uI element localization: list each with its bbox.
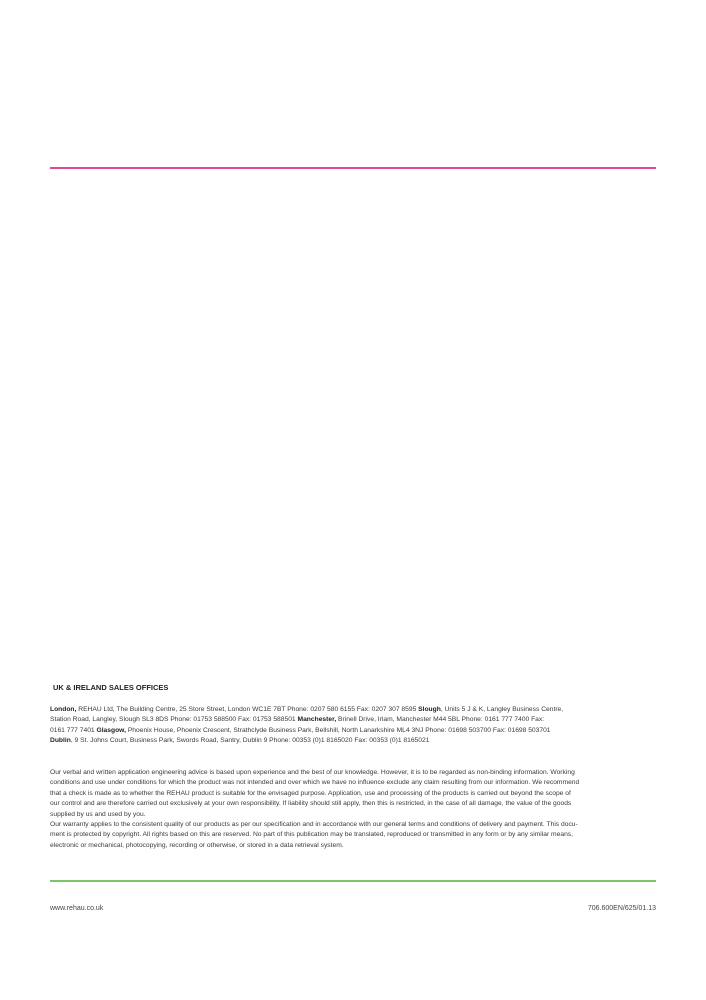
office-name-dublin: Dublin <box>50 737 71 745</box>
top-divider-line <box>50 167 656 169</box>
office-text: Station Road, Langley, Slough SL3 8DS Phone: 01753 588500 Fax: 01753 588501 <box>50 716 298 724</box>
disclaimer-line: that a check is made as to whether the REHAU product is suitable for the envisaged purpose. Application, use and processing of the products is carried out beyond the scope of <box>50 789 571 797</box>
office-line-2 <box>50 715 660 725</box>
office-text: Brinell Drive, Irlam, Manchester M44 5BL Phone: 0161 777 7400 Fax: <box>336 716 545 724</box>
disclaimer-line: supplied by us and used by you. <box>50 810 146 818</box>
website-link[interactable]: www.rehau.co.uk <box>50 905 104 912</box>
office-name-glasgow: Glasgow, <box>96 726 126 734</box>
bottom-divider-line <box>50 880 656 882</box>
office-line-3 <box>50 726 660 736</box>
office-text: , 9 St. Johns Court, Business Park, Swords Road, Santry, Dublin 9 Phone: 00353 (0)1 8165020 Fax: 00353 (0)1 8165021 <box>70 737 430 745</box>
document-code: 706.600EN/625/01.13 <box>587 905 656 912</box>
disclaimer-line: electronic or mechanical, photocopying, recording or otherwise, or stored in a data retrieval system. <box>50 841 344 849</box>
office-line-1 <box>50 705 660 715</box>
disclaimer-line: ment is protected by copyright. All rights based on this are reserved. No part of this publication may be translated, reproduced or transmitted in any form or by any similar means, <box>50 831 573 839</box>
office-name-manchester: Manchester, <box>297 716 337 724</box>
disclaimer-line: Our verbal and written application engineering advice is based upon experience and the best of our knowledge. However, it is to be regarded as non-binding information. Working <box>50 769 575 776</box>
office-text: REHAU Ltd, The Building Centre, 25 Store Street, London WC1E 7BT Phone: 0207 580 6155 Fax: 0207 307 8595 <box>76 706 419 713</box>
office-name-slough: Slough <box>418 706 441 713</box>
office-text: 0161 777 7401 <box>50 726 97 734</box>
sales-offices-heading: UK & IRELAND SALES OFFICES <box>53 683 169 692</box>
office-name-london: London, <box>50 706 77 713</box>
office-line-4 <box>50 736 660 746</box>
office-text: Phoenix House, Phoenix Crescent, Strathclyde Business Park, Bellshill, North Lanarkshire ML4 3NJ Phone: 01698 503700 Fax: 01698 503701 <box>125 726 551 734</box>
office-text: , Units 5 J & K, Langley Business Centre, <box>440 706 564 713</box>
legal-disclaimer <box>50 768 660 851</box>
disclaimer-line: Our warranty applies to the consistent quality of our products as per our specification and in accordance with our general terms and conditions of delivery and payment. This docu- <box>50 821 578 829</box>
disclaimer-line: our control and are therefore carried out exclusively at your own responsibility. If liability should still apply, then this is restricted, in the case of all damage, the value of the goods <box>50 800 572 808</box>
disclaimer-line: conditions and use under conditions for which the product was not intended and over which we have no influence exclude any claim resulting from our information. We recommend <box>50 779 580 787</box>
sales-offices-addresses <box>50 705 660 747</box>
